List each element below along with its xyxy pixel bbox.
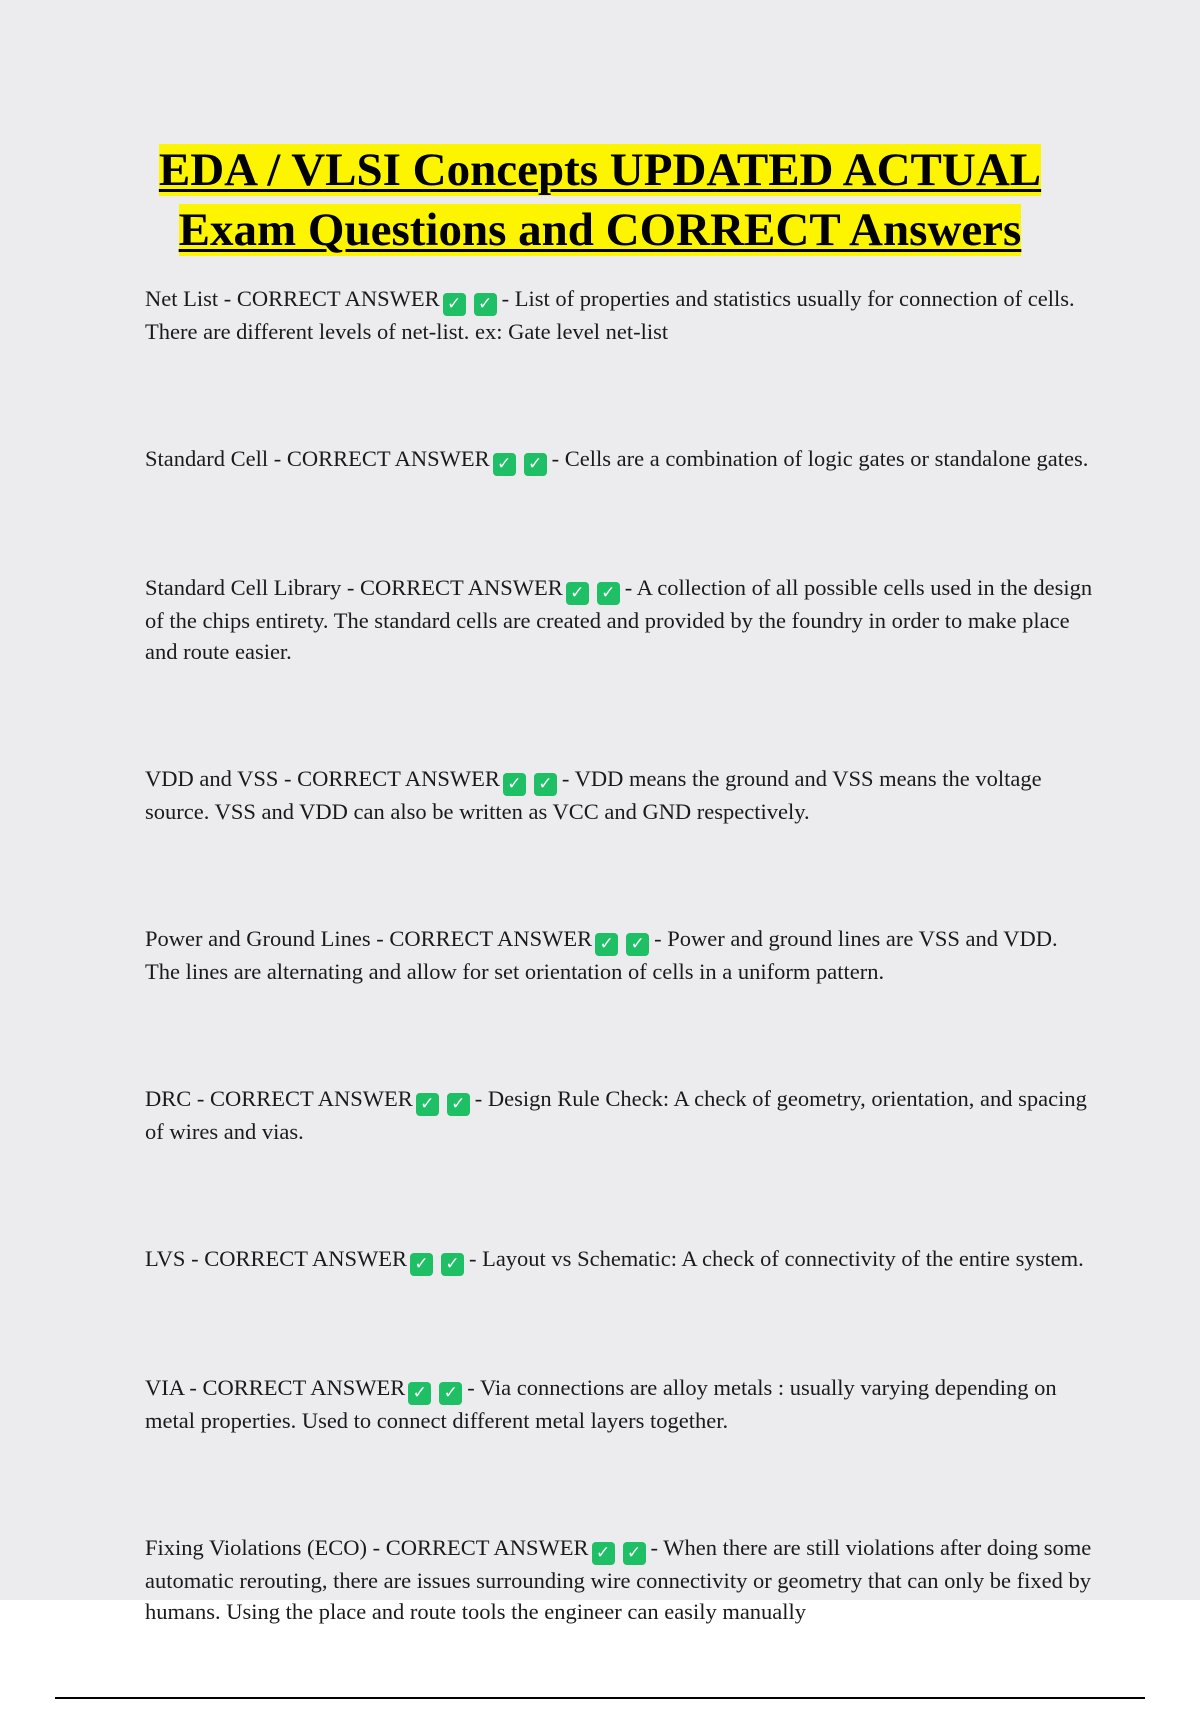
qa-entry: Fixing Violations (ECO) - CORRECT ANSWER ✓ ✓ - When there are still violations after doing some automatic rerouting, there are issues surrounding wire connectivity or geometry that can only be fixed by humans. Using the place and route tools the engineer can easily manually (145, 1535, 1092, 1624)
entry-definition: VDD means the ground and VSS means the voltage source. VSS and VDD can also be written as VCC and GND respectively. (145, 766, 1042, 824)
entry-definition: A collection of all possible cells used in the design of the chips entirety. The standard cells are created and provided by the foundry in order to make place and route easier. (145, 575, 1093, 664)
check-mark-icon: ✓ (410, 1253, 433, 1276)
answer-marker: CORRECT ANSWER (236, 286, 440, 311)
entry-definition: Design Rule Check: A check of geometry, orientation, and spacing of wires and vias. (145, 1086, 1087, 1144)
qa-entry: Power and Ground Lines - CORRECT ANSWER ✓ ✓ - Power and ground lines are VSS and VDD. The lines are alternating and allow for set orientation of cells in a uniform pattern. (145, 926, 1058, 984)
entry-term: Fixing Violations (ECO) (145, 1535, 367, 1560)
qa-entry: Standard Cell - CORRECT ANSWER ✓ ✓ - Cells are a combination of logic gates or standalone gates. (145, 446, 1089, 474)
answer-marker: CORRECT ANSWER (297, 766, 500, 791)
entry-definition: Via connections are alloy metals : usually varying depending on metal properties. Used to connect different metal layers together. (145, 1375, 1057, 1433)
answer-marker: CORRECT ANSWER (385, 1535, 589, 1560)
check-mark-icon: ✓ (493, 453, 516, 476)
entry-term: Power and Ground Lines (145, 926, 371, 951)
check-mark-icon: ✓ (408, 1382, 431, 1405)
check-mark-icon: ✓ (534, 773, 557, 796)
entry-term: Net List (145, 286, 219, 311)
check-mark-icon: ✓ (623, 1542, 646, 1565)
qa-entry: DRC - CORRECT ANSWER ✓ ✓ - Design Rule Check: A check of geometry, orientation, and spacing of wires and vias. (145, 1086, 1087, 1144)
answer-marker: CORRECT ANSWER (204, 1246, 407, 1271)
entry-definition: List of properties and statistics usually for connection of cells. There are different levels of net-list. ex: Gate level net-list (145, 286, 1075, 344)
check-mark-icon: ✓ (447, 1093, 470, 1116)
check-mark-icon: ✓ (595, 933, 618, 956)
answer-marker: CORRECT ANSWER (359, 575, 563, 600)
page-title (0, 140, 1200, 260)
check-mark-icon: ✓ (474, 293, 497, 316)
check-mark-icon: ✓ (626, 933, 649, 956)
check-mark-icon: ✓ (441, 1253, 464, 1276)
check-mark-icon: ✓ (439, 1382, 462, 1405)
title-line-1: EDA / VLSI Concepts UPDATED ACTUAL (158, 144, 1042, 196)
entry-term: DRC (145, 1086, 192, 1111)
check-mark-icon: ✓ (524, 453, 547, 476)
entry-term: Standard Cell Library (145, 575, 342, 600)
answer-marker: CORRECT ANSWER (202, 1375, 406, 1400)
qa-entry: Net List - CORRECT ANSWER ✓ ✓ - List of properties and statistics usually for connection of cells. There are different levels of net-list. ex: Gate level net-list (145, 286, 1075, 344)
entry-term: VDD and VSS (145, 766, 279, 791)
check-mark-icon: ✓ (592, 1542, 615, 1565)
title-line-2: Exam Questions and CORRECT Answers (178, 204, 1022, 256)
entry-term: VIA (145, 1375, 184, 1400)
check-mark-icon: ✓ (443, 293, 466, 316)
entry-definition: Power and ground lines are VSS and VDD. The lines are alternating and allow for set orientation of cells in a uniform pattern. (145, 926, 1058, 984)
answer-marker: CORRECT ANSWER (389, 926, 593, 951)
qa-entry: VDD and VSS - CORRECT ANSWER ✓ ✓ - VDD means the ground and VSS means the voltage source. VSS and VDD can also be written as VCC and GND respectively. (145, 766, 1042, 824)
answer-marker: CORRECT ANSWER (286, 446, 490, 471)
entry-term: LVS (145, 1246, 186, 1271)
check-mark-icon: ✓ (597, 582, 620, 605)
footer-divider (55, 1697, 1145, 1699)
qa-list (145, 283, 1095, 1723)
entry-definition: Cells are a combination of logic gates or standalone gates. (564, 446, 1089, 471)
check-mark-icon: ✓ (416, 1093, 439, 1116)
answer-marker: CORRECT ANSWER (210, 1086, 413, 1111)
qa-entry: LVS - CORRECT ANSWER ✓ ✓ - Layout vs Schematic: A check of connectivity of the entire system. (145, 1246, 1084, 1274)
entry-definition: Layout vs Schematic: A check of connectivity of the entire system. (482, 1246, 1084, 1271)
check-mark-icon: ✓ (503, 773, 526, 796)
entry-definition: When there are still violations after doing some automatic rerouting, there are issues surrounding wire connectivity or geometry that can only be fixed by humans. Using the place and route tools the engineer can easily manually (145, 1535, 1092, 1624)
check-mark-icon: ✓ (566, 582, 589, 605)
entry-term: Standard Cell (145, 446, 269, 471)
qa-entry: VIA - CORRECT ANSWER ✓ ✓ - Via connections are alloy metals : usually varying depending on metal properties. Used to connect different metal layers together. (145, 1375, 1057, 1433)
qa-entry: Standard Cell Library - CORRECT ANSWER ✓ ✓ - A collection of all possible cells used in the design of the chips entirety. The standard cells are created and provided by the foundry in order to make place and route easier. (145, 575, 1093, 664)
